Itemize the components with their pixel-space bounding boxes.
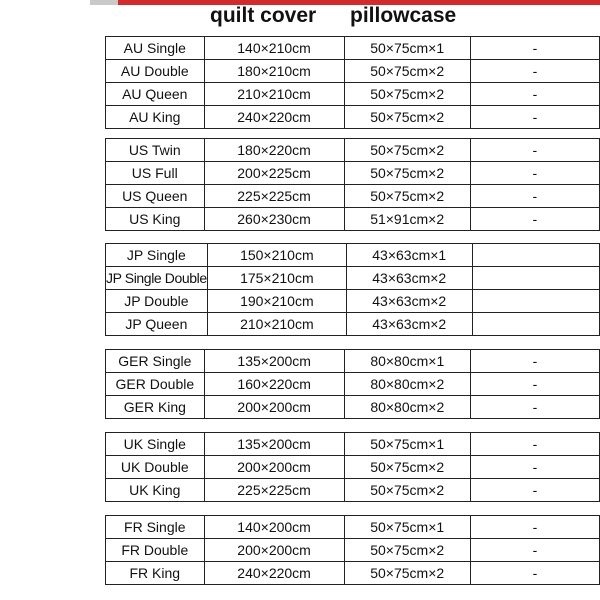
quilt-size-cell: 225×225cm	[204, 479, 344, 502]
table-row	[106, 433, 600, 456]
pillowcase-size-cell: 50×75cm×2	[344, 106, 470, 129]
quilt-size-cell: 210×210cm	[204, 83, 344, 106]
table-row	[106, 83, 600, 106]
pillowcase-size-cell: 50×75cm×2	[344, 562, 470, 585]
quilt-size-cell: 210×210cm	[207, 313, 346, 336]
pillowcase-size-cell: 50×75cm×1	[344, 516, 470, 539]
quilt-size-cell: 240×220cm	[204, 562, 344, 585]
extra-cell	[472, 244, 599, 267]
quilt-size-cell: 200×200cm	[204, 539, 344, 562]
quilt-size-cell: 180×220cm	[204, 139, 344, 162]
quilt-size-cell: 140×200cm	[204, 516, 344, 539]
pillowcase-size-cell: 43×63cm×2	[346, 313, 472, 336]
quilt-size-cell: 200×200cm	[204, 456, 344, 479]
size-group-table	[105, 349, 600, 419]
extra-cell: -	[470, 83, 599, 106]
pillowcase-size-cell: 43×63cm×2	[346, 267, 472, 290]
size-name-cell: US Full	[106, 162, 205, 185]
extra-cell: -	[470, 106, 599, 129]
table-row	[106, 208, 600, 231]
extra-cell: -	[470, 37, 599, 60]
extra-cell: -	[470, 539, 599, 562]
top-accent-grey	[90, 0, 118, 5]
pillowcase-size-cell: 50×75cm×2	[344, 479, 470, 502]
table-row	[106, 60, 600, 83]
quilt-size-cell: 260×230cm	[204, 208, 344, 231]
pillowcase-size-cell: 50×75cm×2	[344, 456, 470, 479]
extra-cell	[472, 313, 599, 336]
header-pillowcase: pillowcase	[350, 4, 457, 27]
extra-cell: -	[470, 456, 599, 479]
size-group-table	[105, 515, 600, 585]
pillowcase-size-cell: 51×91cm×2	[344, 208, 470, 231]
pillowcase-size-cell: 50×75cm×2	[344, 185, 470, 208]
size-name-cell: AU King	[106, 106, 205, 129]
size-name-cell: US King	[106, 208, 205, 231]
table-row	[106, 313, 600, 336]
pillowcase-size-cell: 50×75cm×1	[344, 37, 470, 60]
extra-cell: -	[470, 162, 599, 185]
extra-cell: -	[470, 139, 599, 162]
size-name-cell: FR Single	[106, 516, 205, 539]
table-row	[106, 562, 600, 585]
quilt-size-cell: 150×210cm	[207, 244, 346, 267]
size-group-table	[105, 138, 600, 231]
pillowcase-size-cell: 80×80cm×1	[344, 350, 470, 373]
header-quilt-cover: quilt cover	[210, 4, 317, 27]
size-name-cell: JP Single	[106, 244, 208, 267]
quilt-size-cell: 160×220cm	[204, 373, 344, 396]
extra-cell	[472, 290, 599, 313]
table-row	[106, 456, 600, 479]
size-name-cell: US Twin	[106, 139, 205, 162]
table-row	[106, 350, 600, 373]
size-name-cell: UK Single	[106, 433, 205, 456]
extra-cell	[472, 267, 599, 290]
pillowcase-size-cell: 50×75cm×2	[344, 60, 470, 83]
size-group-table	[105, 36, 600, 129]
table-row	[106, 37, 600, 60]
quilt-size-cell: 190×210cm	[207, 290, 346, 313]
size-name-cell: JP Single Double	[106, 267, 208, 290]
extra-cell: -	[470, 562, 599, 585]
size-name-cell: GER Double	[106, 373, 205, 396]
quilt-size-cell: 200×200cm	[204, 396, 344, 419]
table-row	[106, 516, 600, 539]
size-name-cell: US Queen	[106, 185, 205, 208]
quilt-size-cell: 180×210cm	[204, 60, 344, 83]
quilt-size-cell: 135×200cm	[204, 350, 344, 373]
size-name-cell: GER King	[106, 396, 205, 419]
pillowcase-size-cell: 50×75cm×2	[344, 83, 470, 106]
extra-cell: -	[470, 185, 599, 208]
quilt-size-cell: 175×210cm	[207, 267, 346, 290]
quilt-size-cell: 200×225cm	[204, 162, 344, 185]
table-row	[106, 244, 600, 267]
pillowcase-size-cell: 50×75cm×2	[344, 139, 470, 162]
pillowcase-size-cell: 43×63cm×1	[346, 244, 472, 267]
size-name-cell: AU Double	[106, 60, 205, 83]
pillowcase-size-cell: 50×75cm×1	[344, 433, 470, 456]
table-row	[106, 185, 600, 208]
extra-cell: -	[470, 373, 599, 396]
size-name-cell: UK Double	[106, 456, 205, 479]
size-name-cell: AU Single	[106, 37, 205, 60]
table-row	[106, 539, 600, 562]
size-name-cell: JP Double	[106, 290, 208, 313]
table-row	[106, 106, 600, 129]
pillowcase-size-cell: 50×75cm×2	[344, 162, 470, 185]
extra-cell: -	[470, 60, 599, 83]
extra-cell: -	[470, 396, 599, 419]
quilt-size-cell: 135×200cm	[204, 433, 344, 456]
table-row	[106, 479, 600, 502]
pillowcase-size-cell: 80×80cm×2	[344, 396, 470, 419]
extra-cell: -	[470, 433, 599, 456]
table-row	[106, 267, 600, 290]
table-row	[106, 396, 600, 419]
table-row	[106, 290, 600, 313]
quilt-size-cell: 140×210cm	[204, 37, 344, 60]
extra-cell: -	[470, 479, 599, 502]
table-row	[106, 373, 600, 396]
size-name-cell: FR Double	[106, 539, 205, 562]
table-row	[106, 139, 600, 162]
size-name-cell: UK King	[106, 479, 205, 502]
quilt-size-cell: 240×220cm	[204, 106, 344, 129]
size-group-table	[105, 432, 600, 502]
table-row	[106, 162, 600, 185]
pillowcase-size-cell: 80×80cm×2	[344, 373, 470, 396]
extra-cell: -	[470, 350, 599, 373]
pillowcase-size-cell: 43×63cm×2	[346, 290, 472, 313]
size-group-table	[105, 243, 600, 336]
extra-cell: -	[470, 516, 599, 539]
pillowcase-size-cell: 50×75cm×2	[344, 539, 470, 562]
size-name-cell: JP Queen	[106, 313, 208, 336]
size-name-cell: FR King	[106, 562, 205, 585]
quilt-size-cell: 225×225cm	[204, 185, 344, 208]
size-name-cell: AU Queen	[106, 83, 205, 106]
size-name-cell: GER Single	[106, 350, 205, 373]
extra-cell: -	[470, 208, 599, 231]
